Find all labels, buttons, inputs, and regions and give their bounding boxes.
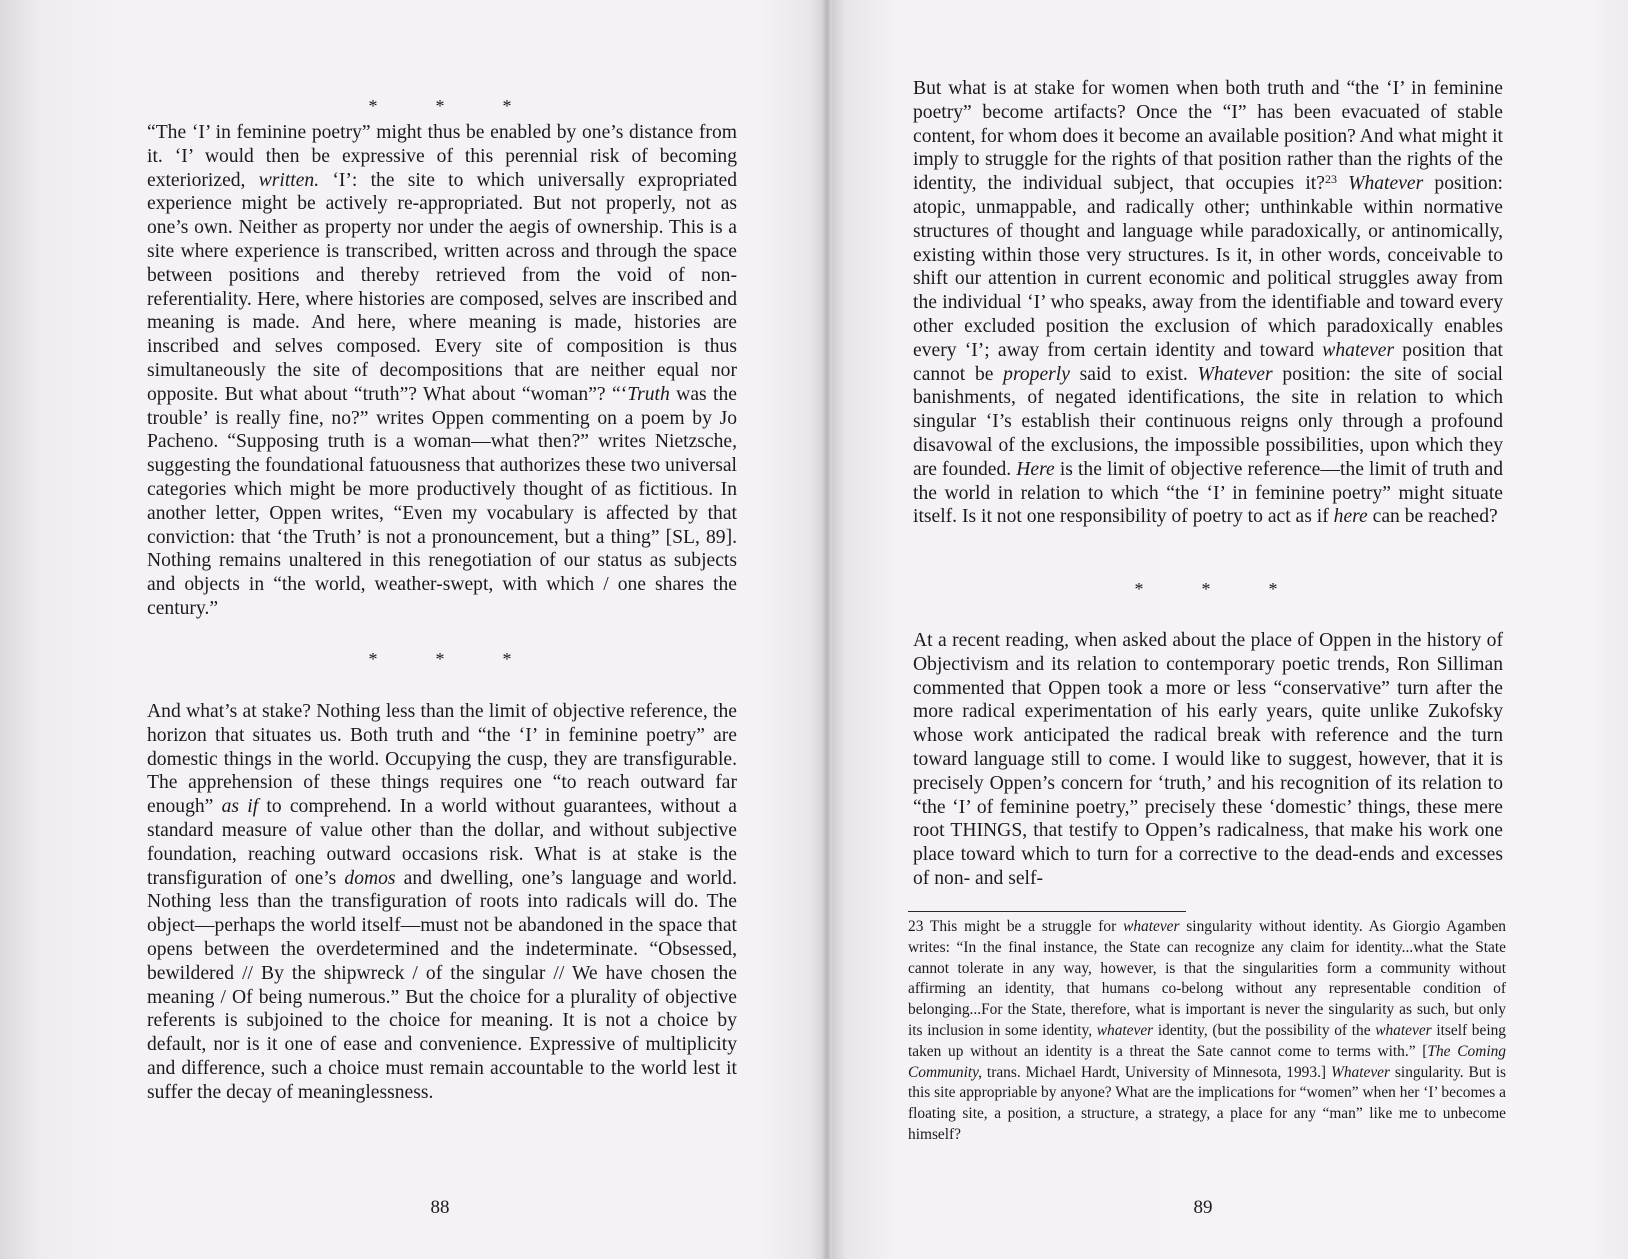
section-break: * * * bbox=[1134, 579, 1298, 599]
page-number: 89 bbox=[1193, 1197, 1213, 1218]
footnote: 23 This might be a struggle for whatever singularity without identity. As Giorgio Agamben writes: “In the final instance, the State can recognize any claim for identity...what the State cannot tolerate in any way, however, is that the singularities form a community without affirming an identity, that humans co-belong without any representable condition of belonging...For the State, therefore, what is important is never the singularity as such, but only its inclusion in some identity, whatever identity, (but the possibility of the whatever itself being taken up without an identity is a threat the Sate cannot come to terms with.” [The Coming Community, trans. Michael Hardt, University of Minnesota, 1993.] Whatever singularity. But is this site appropriable by anyone? What are the implications for “women” when her ‘I’ becomes a floating site, a position, a structure, a strategy, a place for any “man” like me to unbecome himself? bbox=[908, 918, 1507, 1143]
left-paragraph-1: “The ‘I’ in feminine poetry” might thus be enabled by one’s distance from it. ‘I’ would then be expressive of this perennial risk of becoming exteriorized, written. ‘I’: the site to which universally expropriated experience might be actively re-appropriated. But not properly, not as one’s own. Neither as property nor under the aegis of ownership. This is a site where experience is transcribed, written across and through the space between positions and thereby retrieved from the void of non-referentiality. Here, where histories are composed, selves are inscribed and meaning is made. And here, where meaning is made, histories are inscribed and selves composed. Every site of composition is thus simultaneously the site of decompositions that are neither equal nor opposite. But what about “truth”? What about “woman”? “‘Truth was the trouble’ is really fine, no?” writes Oppen commenting on a poem by Jo Pacheno. “Supposing truth is a woman—what then?” writes Nietzsche, suggesting the foundational fatuousness that authorizes these two universal categories which might be more productively thought of as fictitious. In another letter, Oppen writes, “Even my vocabulary is affected by that conviction: that ‘the Truth’ is not a pronouncement, but a thing” [SL, 89]. Nothing remains unaltered in this renegotiation of our status as subjects and objects in “the world, weather-swept, with which / one shares the century.” bbox=[147, 122, 738, 619]
footnote-marker: 23 bbox=[1324, 172, 1337, 187]
right-paragraph-2: At a recent reading, when asked about the place of Oppen in the history of Objectivism and its relation to contemporary poetic trends, Ron Silliman commented that Oppen took a more or less “conservative” turn after the more radical experimentation of his early years, quite unlike Zukofsky whose work anticipated the radical break with reference and the turn toward language still to come. I would like to suggest, however, that it is precisely Oppen’s concern for ‘truth,’ and his recognition of its relation to “the ‘I’ of feminine poetry,” precisely these ‘domestic’ things, these mere root THINGS, that testify to Oppen’s radicalness, that make his work one place toward which to turn for a corrective to the dead-ends and excesses of non- and self- bbox=[913, 630, 1503, 889]
section-break: * * * bbox=[368, 649, 532, 669]
book-gutter bbox=[822, 0, 832, 1259]
right-paragraph-1: But what is at stake for women when both truth and “the ‘I’ in feminine poetry” become artifacts? Once the “I” has been evacuated of stable content, for whom does it become an available position? And what might it imply to struggle for the rights of that position rather than the rights of the identity, the individual subject, that occupies it?$^{23}$ Whatever position: atopic, unmappable, and radically other; unthinkable within normative structures of thought and language while paradoxically, or antinomically, existing within those very structures. Is it, in other words, conceivable to shift our attention in current economic and political struggles away from the individual ‘I’ who speaks, away from the identifiable and toward every other excluded position the exclusion of which paradoxically enables every ‘I’; away from certain identity and toward whatever position that cannot be properly said to exist. Whatever position: the site of social banishments, of negated identifications, the site in relation to which singular ‘I’s establish their continuous reigns only through a profound disavowal of the exclusions, the impossible possibilities, upon which they are founded. Here is the limit of objective reference—the limit of truth and the world in relation to which “the ‘I’ in feminine poetry” might situate itself. Is it not one responsibility of poetry to act as if here can be reached? bbox=[913, 78, 1503, 528]
section-break: * * * bbox=[368, 96, 532, 116]
footnote-divider bbox=[908, 911, 1186, 912]
left-paragraph-2: And what’s at stake? Nothing less than the limit of objective reference, the horizon that situates us. Both truth and “the ‘I’ in feminine poetry” are domestic things in the world. Occupying the cusp, they are transfigurable. The apprehension of these things requires one “to reach outward far enough” as if to comprehend. In a world without guarantees, without a standard measure of value other than the dollar, and without subjective foundation, reaching outward occasions risk. What is at stake is the transfiguration of one’s domos and dwelling, one’s language and world. Nothing less than the transfiguration of roots into radicals will do. The object—perhaps the world itself—must not be abandoned in the space that opens between the overdetermined and the indeterminate. “Obsessed, bewildered // By the shipwreck / of the singular // We have chosen the meaning / Of being numerous.” But the choice for a plurality of objective referents is subjoined to the choice for meaning. It is not a choice by default, nor is it one of ease and convenience. Expressive of multiplicity and difference, such a choice must remain accountable to the world lest it suffer the decay of meaninglessness. bbox=[147, 701, 738, 1103]
page-number: 88 bbox=[430, 1197, 450, 1218]
